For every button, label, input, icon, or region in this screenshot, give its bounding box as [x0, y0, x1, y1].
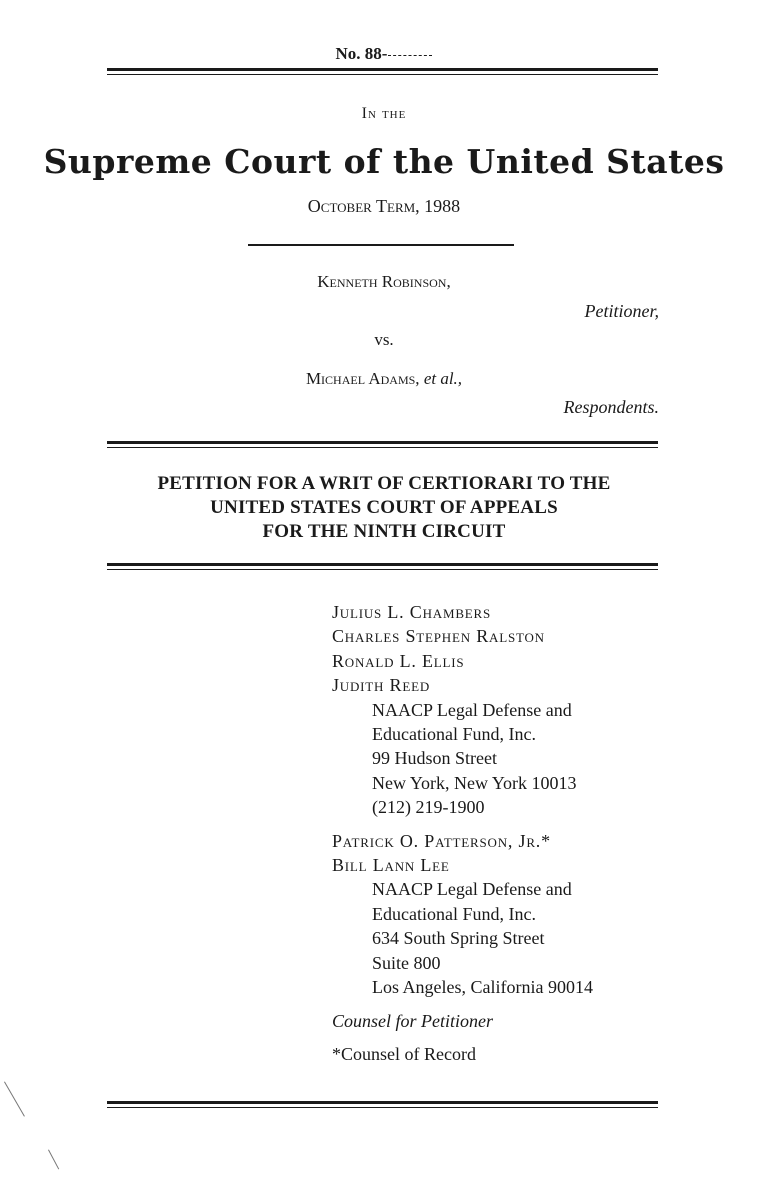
address-line: Los Angeles, California 90014 [372, 977, 593, 998]
caption-divider [248, 244, 514, 246]
phone-line: (212) 219-1900 [372, 797, 485, 818]
address-line: Educational Fund, Inc. [372, 724, 536, 745]
petition-title-line2: UNITED STATES COURT OF APPEALS [210, 497, 558, 518]
petition-title-line1: PETITION FOR A WRIT OF CERTIORARI TO THE [157, 473, 611, 494]
counsel-for-label: Counsel for Petitioner [332, 1010, 493, 1031]
petition-title-line3: FOR THE NINTH CIRCUIT [262, 521, 506, 542]
bottom-rule [107, 1101, 658, 1108]
petitioner-name: Kenneth Robinson, [317, 272, 451, 291]
address-line: NAACP Legal Defense and [372, 699, 572, 720]
docket-number [0, 44, 768, 64]
counsel-name: Patrick O. Patterson, Jr.* [332, 830, 551, 851]
docket-number-text: No. 88- [335, 44, 388, 63]
petitioner-role: Petitioner, [584, 301, 659, 321]
counsel-of-record-note: *Counsel of Record [332, 1043, 476, 1064]
scan-mark [48, 1150, 59, 1170]
title-bottom-rule [107, 563, 658, 570]
title-top-rule [107, 441, 658, 448]
address-line: Educational Fund, Inc. [372, 903, 536, 924]
term-label: October Term, 1988 [307, 196, 461, 216]
counsel-name: Bill Lann Lee [332, 855, 450, 876]
docket-blank [388, 55, 432, 56]
versus-label: vs. [374, 330, 394, 349]
counsel-block [332, 600, 593, 1066]
respondent-line [0, 369, 768, 389]
counsel-name: Ronald L. Ellis [332, 650, 465, 671]
counsel-name: Charles Stephen Ralston [332, 626, 545, 647]
respondent-name: Michael Adams, [305, 369, 420, 388]
spacer [332, 820, 593, 829]
address-line: 99 Hudson Street [372, 748, 497, 769]
spacer [332, 1000, 593, 1009]
address-line: NAACP Legal Defense and [372, 879, 572, 900]
respondent-role: Respondents. [563, 397, 659, 417]
top-rule [107, 68, 658, 75]
court-name: Supreme Court of the United States [43, 142, 725, 181]
address-line: Suite 800 [372, 952, 441, 973]
scan-mark [4, 1082, 25, 1117]
petition-title [90, 472, 678, 544]
in-the-label: In the [361, 105, 407, 122]
counsel-name: Julius L. Chambers [332, 602, 492, 622]
counsel-name: Judith Reed [332, 675, 431, 696]
respondent-etal: et al., [423, 369, 463, 388]
spacer [332, 1033, 593, 1042]
address-line: New York, New York 10013 [372, 772, 577, 793]
address-line: 634 South Spring Street [372, 928, 545, 949]
